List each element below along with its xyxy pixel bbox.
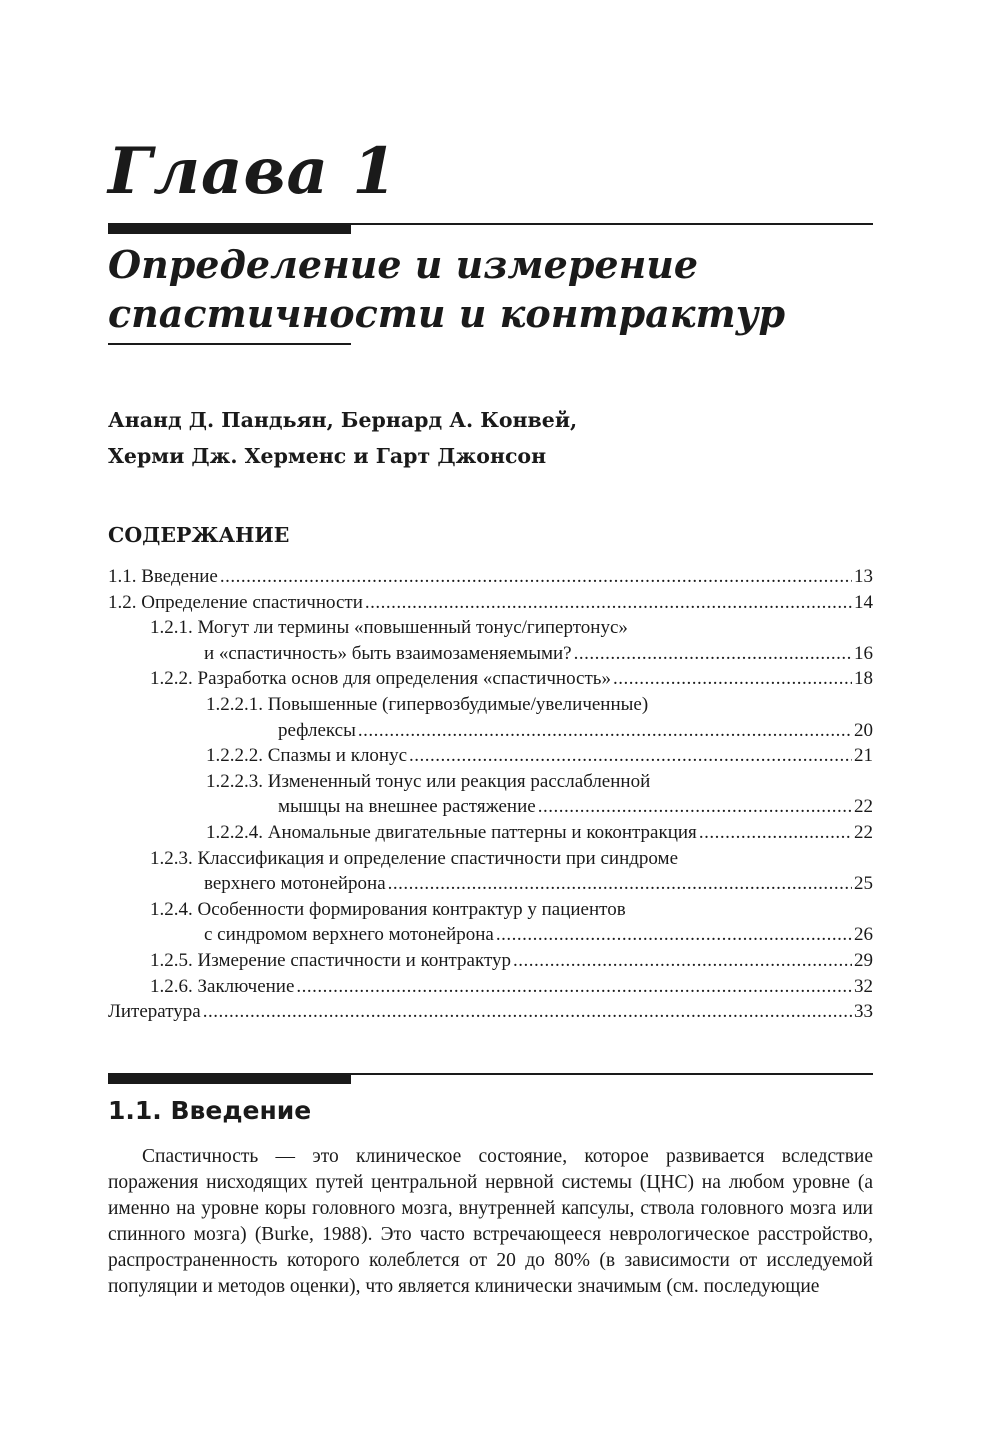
toc-page-number: 14 <box>854 591 873 613</box>
toc-entry[interactable] <box>108 846 873 872</box>
toc-page-number: 22 <box>854 821 873 843</box>
toc-entry[interactable] <box>108 666 873 692</box>
toc-page-number: 20 <box>854 719 873 741</box>
toc-leader <box>203 999 852 1025</box>
toc-leader <box>513 948 852 974</box>
toc-entry-text: 1.2.2.4. Аномальные двигательные паттерны и коконтракция <box>206 821 697 843</box>
toc-entry-text: с синдромом верхнего мотонейрона <box>204 924 494 946</box>
toc-entry[interactable] <box>108 718 873 744</box>
toc-entry-text: 1.2.5. Измерение спастичности и контрактур <box>150 949 512 971</box>
toc-page-number: 22 <box>854 796 873 818</box>
toc-entry-text: 1.2. Определение спастичности <box>108 591 363 613</box>
toc-entry-text: 1.2.2.3. Измененный тонус или реакция расслабленной <box>206 770 651 792</box>
authors <box>108 402 577 474</box>
toc-entry[interactable] <box>108 769 873 795</box>
chapter-title: Глава 1 <box>108 134 398 209</box>
toc-entry[interactable] <box>108 641 873 667</box>
toc-page-number: 29 <box>854 949 873 971</box>
toc-entry-text: Литература <box>108 1001 201 1023</box>
toc-entry[interactable] <box>108 794 873 820</box>
section-title: 1.1. Введение <box>108 1096 312 1125</box>
toc-leader <box>699 820 852 846</box>
toc-entry-text: 1.2.6. Заключение <box>150 975 295 997</box>
toc-entry-text: мышцы на внешнее растяжение <box>278 796 536 818</box>
section-rule-thick <box>108 1075 351 1084</box>
toc-entry[interactable] <box>108 692 873 718</box>
toc-entry[interactable] <box>108 922 873 948</box>
toc-leader <box>409 743 852 769</box>
toc-entry-text: 1.2.2. Разработка основ для определения «спастичность» <box>150 668 611 690</box>
toc-page-number: 32 <box>854 975 873 997</box>
toc-entry-text: верхнего мотонейрона <box>204 873 386 895</box>
toc-leader <box>496 922 852 948</box>
toc-entry[interactable] <box>108 615 873 641</box>
toc-page-number: 33 <box>854 1001 873 1023</box>
toc-entry-text: 1.2.3. Классификация и определение спастичности при синдроме <box>150 847 679 869</box>
toc-entry[interactable] <box>108 948 873 974</box>
toc-heading: СОДЕРЖАНИЕ <box>108 523 290 547</box>
toc-leader <box>388 871 852 897</box>
chapter-subtitle <box>108 240 873 338</box>
toc-entry[interactable] <box>108 871 873 897</box>
toc-page-number: 26 <box>854 924 873 946</box>
toc-entry-text: 1.1. Введение <box>108 566 218 587</box>
toc-entry[interactable] <box>108 820 873 846</box>
toc-leader <box>358 718 852 744</box>
authors-line-2: Херми Дж. Херменс и Гарт Джонсон <box>108 444 547 468</box>
toc-entry-text: рефлексы <box>278 719 356 741</box>
toc-entry-text: 1.2.1. Могут ли термины «повышенный тонус/гипертонус» <box>150 617 628 639</box>
table-of-contents <box>108 564 873 1025</box>
toc-entry-text: 1.2.2.2. Спазмы и клонус <box>206 745 408 767</box>
toc-page-number: 18 <box>854 668 873 690</box>
toc-entry[interactable] <box>108 999 873 1025</box>
subtitle-rule <box>108 343 351 345</box>
toc-page-number: 13 <box>854 566 873 587</box>
toc-entry[interactable] <box>108 974 873 1000</box>
toc-page-number: 16 <box>854 642 873 664</box>
toc-leader <box>538 794 852 820</box>
subtitle-line-2: спастичности и контрактур <box>108 291 786 336</box>
toc-leader <box>574 641 852 667</box>
toc-entry[interactable] <box>108 590 873 616</box>
toc-page-number: 25 <box>854 873 873 895</box>
toc-entry[interactable] <box>108 897 873 923</box>
toc-page-number: 21 <box>854 745 873 767</box>
chapter-rule-thick <box>108 225 351 234</box>
authors-line-1: Ананд Д. Пандьян, Бернард А. Конвей, <box>108 408 578 432</box>
toc-entry[interactable] <box>108 743 873 769</box>
body-paragraph: Спастичность — это клиническое состояние, которое развивается вследствие поражения нисходящих путей центральной нервной системы (ЦНС) на любом уровне (а именно на уровне коры головного мозга, внутренней капсулы, ствола головного мозга или спинного мозга) (Burke, 1988). Это часто встречающееся неврологическое расстройство, распространенность которого колеблется от 20 до 80% (в зависимости от исследуемой популяции и методов оценки), что является клинически значимым (см. последующие <box>108 1146 873 1297</box>
toc-entry[interactable] <box>108 564 873 590</box>
toc-leader <box>613 666 852 692</box>
toc-entry-text: 1.2.2.1. Повышенные (гипервозбудимые/увеличенные) <box>206 693 649 715</box>
subtitle-line-1: Определение и измерение <box>108 242 699 287</box>
toc-entry-text: и «спастичность» быть взаимозаменяемыми? <box>204 642 572 664</box>
toc-leader <box>220 564 852 590</box>
toc-leader <box>365 590 852 616</box>
toc-entry-text: 1.2.4. Особенности формирования контрактур у пациентов <box>150 898 626 920</box>
toc-leader <box>296 974 852 1000</box>
